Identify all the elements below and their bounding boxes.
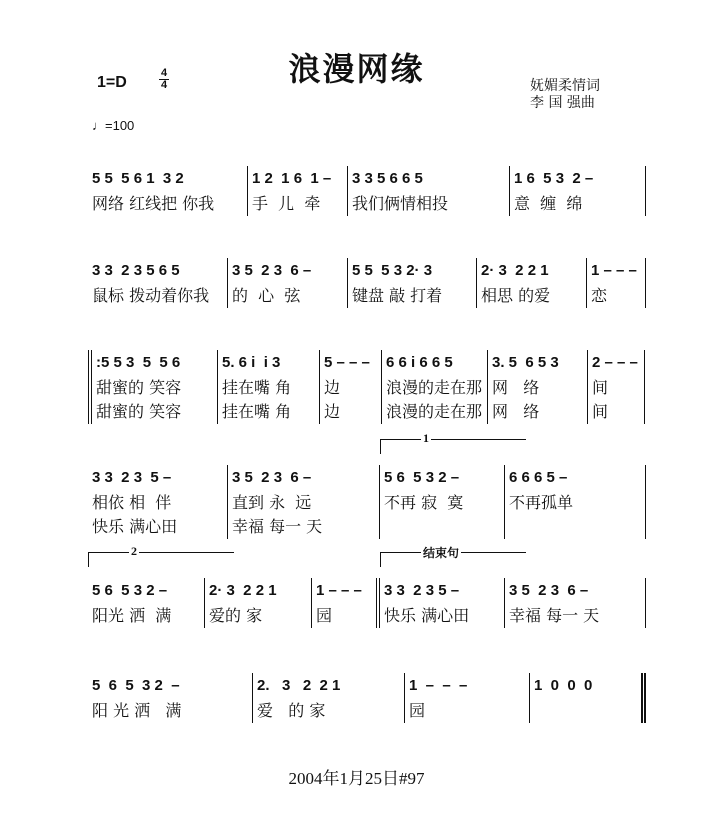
measure [218,350,320,424]
lyric-line-1: 间 [592,378,609,397]
lyric-line-2: 间 [592,402,609,421]
system-3 [88,350,646,424]
measure [253,673,405,723]
lyric-line-1: 意 缠 绵 [514,194,583,213]
lyric-line-2: 网 络 [492,402,540,421]
system-1 [88,166,646,216]
measure [380,465,505,539]
measure [348,258,477,308]
measure [88,465,228,539]
lyric-line-1: 园 [316,606,333,625]
time-signature [159,68,169,91]
volta-number: 1 [423,431,429,445]
lyric-line-2: 边 [324,402,341,421]
measure-notes: 3. 5 6 5 3 [492,354,559,371]
composer: 李 国 强曲 [530,95,595,111]
measure [477,258,587,308]
measure [248,166,348,216]
measure-notes: 3 5 2 3 6 – [509,582,589,599]
measure-notes: :5 5 3 5 5 6 [96,354,181,371]
system-5 [88,544,646,628]
lyric-line-2: 甜蜜的 笑容 [96,402,182,421]
lyric-line-1: 直到 永 远 [232,493,312,512]
measure-notes: 1 – – – [409,677,468,694]
lyric-line-1: 幸福 每一 天 [509,606,600,625]
lyric-line-1: 网络 红线把 你我 [92,194,215,213]
measure [588,350,645,424]
measure-notes: 3 5 2 3 6 – [232,262,312,279]
lyric-line-1: 的 心 弦 [232,286,301,305]
lyric-line-1: 手 儿 牵 [252,194,321,213]
measure-notes: 2· 3 2 2 1 [481,262,549,279]
lyric-line-1: 园 [409,701,426,720]
lyric-line-1: 不再 寂 寞 [384,493,464,512]
measure-notes: 5 – – – [324,354,370,371]
measure-notes: 5. 6 i i 3 [222,354,281,371]
measure [228,465,380,539]
key-signature [97,67,168,92]
credits [530,78,600,112]
measure-notes: 1 – – – [316,582,362,599]
measure [88,258,228,308]
measure-notes: 5 5 5 6 1 3 2 [92,170,184,187]
measure [505,578,646,628]
lyric-line-1: 键盘 敲 打着 [352,286,443,305]
measure-notes: 3 3 2 3 5 – [92,469,172,486]
lyric-line-1: 鼠标 拨动着你我 [92,286,210,305]
volta-bracket [88,544,234,567]
lyric-line-1: 爱 的 家 [257,701,326,720]
lyric-line-1: 我们俩情相投 [352,194,449,213]
lyric-line-2: 幸福 每一 天 [232,517,323,536]
lyric-line-1: 甜蜜的 笑容 [96,378,182,397]
lyric-line-1: 挂在嘴 角 [222,378,292,397]
system-6 [88,673,646,723]
lyric-line-1: 阳 光 洒 满 [92,701,182,720]
measure [530,673,646,723]
lyric-line-2: 浪漫的走在那 [386,402,483,421]
ending-label: 结束句 [423,546,460,560]
volta-bracket [380,431,526,454]
lyric-line-1: 相依 相 伴 [92,493,172,512]
measure [348,166,510,216]
lyric-line-1: 快乐 满心田 [384,606,470,625]
lyricist: 妩媚柔情词 [530,78,600,94]
lyric-line-1: 边 [324,378,341,397]
lyric-line-1 [534,699,641,723]
measure-notes: 1 6 5 3 2 – [514,170,594,187]
song-title: 浪漫网缘 [288,50,425,88]
system-2 [88,258,646,308]
volta-number: 2 [131,544,137,558]
measure-notes: 3 5 2 3 6 – [232,469,312,486]
lyric-line-1: 相思 的爱 [481,286,551,305]
lyric-line-1: 不再孤单 [509,493,574,512]
measure [228,258,348,308]
lyric-line-1: 网 络 [492,378,540,397]
lyric-line-1: 阳光 洒 满 [92,606,172,625]
measure [88,350,218,424]
time-bottom: 4 [160,79,168,91]
measure-notes: 1 0 0 0 [534,677,593,694]
measure-notes: 2. 3 2 2 1 [257,677,341,694]
system-4 [88,431,646,539]
measure-notes: 6 6 i 6 6 5 [386,354,453,371]
key-label: 1=D [97,74,127,91]
lyric-line-2 [384,515,504,539]
measure [205,578,312,628]
measure-notes: 5 6 5 3 2 – [92,582,168,599]
lyric-line-1: 恋 [591,286,608,305]
measure [88,166,248,216]
lyric-line-2: 快乐 满心田 [92,517,178,536]
measure-notes: 2· 3 2 2 1 [209,582,277,599]
lyric-line-2: 挂在嘴 角 [222,402,292,421]
tempo-marking: ♩=100 [92,118,135,133]
measure [88,673,253,723]
measure [510,166,646,216]
footer-date: 2004年1月25日#97 [288,769,425,788]
measure-notes: 5 6 5 3 2 – [384,469,460,486]
measure-notes: 6 6 6 5 – [509,469,568,486]
measure-notes: 5 6 5 3 2 – [92,677,180,694]
time-top: 4 [160,67,168,79]
measure-notes: 2 – – – [592,354,638,371]
measure-notes: 1 – – – [591,262,637,279]
measure [587,258,646,308]
measure [488,350,588,424]
measure-notes: 5 5 5 3 2· 3 [352,262,433,279]
measure-notes: 3 3 5 6 6 5 [352,170,423,187]
lyric-line-1: 浪漫的走在那 [386,378,483,397]
measure [405,673,530,723]
measure [88,578,205,628]
measure-notes: 3 3 2 3 5 – [384,582,460,599]
lyric-line-1: 爱的 家 [209,606,263,625]
measure [505,465,646,539]
measure [380,578,505,628]
measure-notes: 3 3 2 3 5 6 5 [92,262,180,279]
lyric-line-2 [509,515,645,539]
measure [320,350,382,424]
measure [382,350,488,424]
measure [312,578,380,628]
ending-bracket [380,546,526,567]
measure-notes: 1 2 1 6 1 – [252,170,332,187]
